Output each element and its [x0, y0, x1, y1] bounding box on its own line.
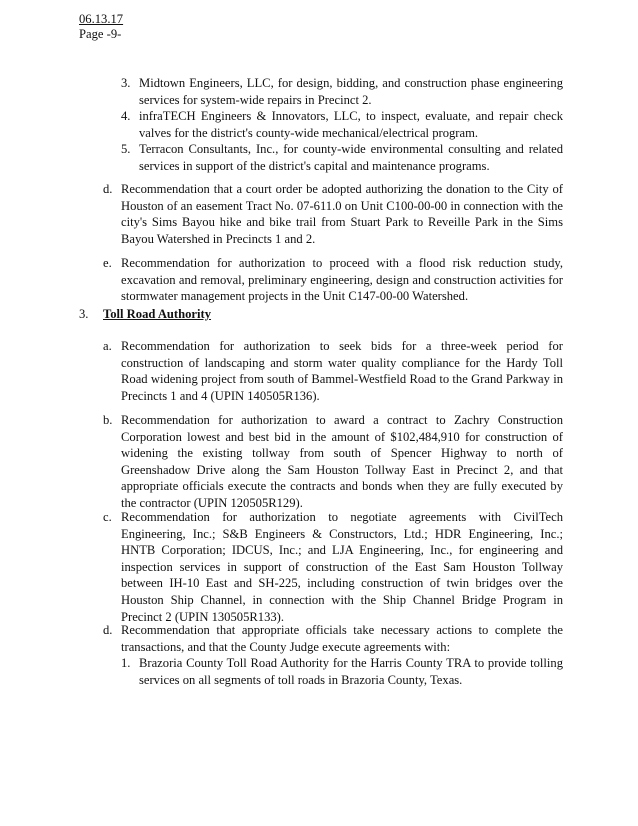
item-letter: d. [103, 623, 113, 637]
item-letter: d. [103, 182, 113, 196]
item-text: Recommendation that appropriate officials take necessary actions to complete the transactions, and that the County Judge execute agreements with: [121, 623, 563, 654]
header-page-number: Page -9- [79, 27, 122, 41]
list-item-text: infraTECH Engineers & Innovators, LLC, to inspect, evaluate, and repair check valves for the district's county-wide mechanical/electrical program. [139, 109, 563, 140]
item-text: Recommendation for authorization to award a contract to Zachry Construction Corporation lowest and best bid in the amount of $102,484,910 for construction of widening the existing tollway from south of Spencer Highway to north of Greenshadow Drive along the Sam Houston Tollway East in Precinct 2, and that appropriate officials execute the contracts and bonds when they are fully executed by the contractor (UPIN 120505R129). [121, 413, 563, 510]
list-item-text: Midtown Engineers, LLC, for design, bidding, and construction phase engineering services for system-wide repairs in Precinct 2. [139, 76, 563, 107]
page-header [79, 12, 123, 42]
list-item-number: 3. [121, 76, 131, 90]
item-letter: b. [103, 413, 113, 427]
list-item-text: Terracon Consultants, Inc., for county-wide environmental consulting and related services in support of the district's capital and maintenance programs. [139, 142, 563, 173]
section-number: 3. [79, 307, 89, 321]
item-text: Recommendation for authorization to negotiate agreements with CivilTech Engineering, Inc.; S&B Engineers & Constructors, Ltd.; HDR Engineering, Inc.; HNTB Corporation; IDCUS, Inc.; and LJA Engineering, Inc., for engineering and inspection services in support of construction of the East Sam Houston Tollway between IH-10 East and SH-225, including construction of twin bridges over the Houston Ship Channel, in connection with the Ship Channel Bridge Program in Precinct 2 (UPIN 130505R133). [121, 510, 563, 624]
list-item-number: 4. [121, 109, 131, 123]
item-letter: e. [103, 256, 112, 270]
list-item-text: Brazoria County Toll Road Authority for the Harris County TRA to provide tolling services on all segments of toll roads in Brazoria County, Texas. [139, 656, 563, 687]
list-item-number: 5. [121, 142, 131, 156]
section-title: Toll Road Authority [103, 307, 212, 321]
list-item-number: 1. [121, 656, 131, 670]
item-letter: c. [103, 510, 112, 524]
item-text: Recommendation for authorization to seek bids for a three-week period for construction of landscaping and storm water quality compliance for the Hardy Toll Road widening project from south of Bammel-Westfield Road to the Grand Parkway in Precincts 1 and 4 (UPIN 140505R136). [121, 339, 563, 403]
item-letter: a. [103, 339, 112, 353]
header-date: 06.13.17 [79, 12, 124, 26]
item-text: Recommendation for authorization to proceed with a flood risk reduction study, excavation and removal, preliminary engineering, design and construction activities for stormwater management projects in the Unit C147-00-00 Watershed. [121, 256, 563, 304]
item-text: Recommendation that a court order be adopted authorizing the donation to the City of Houston of an easement Tract No. 07-611.0 on Unit C100-00-00 in connection with the city's Sims Bayou hike and bike trail from Stuart Park to Reveille Park in the Sims Bayou Watershed in Precincts 1 and 2. [121, 182, 563, 246]
